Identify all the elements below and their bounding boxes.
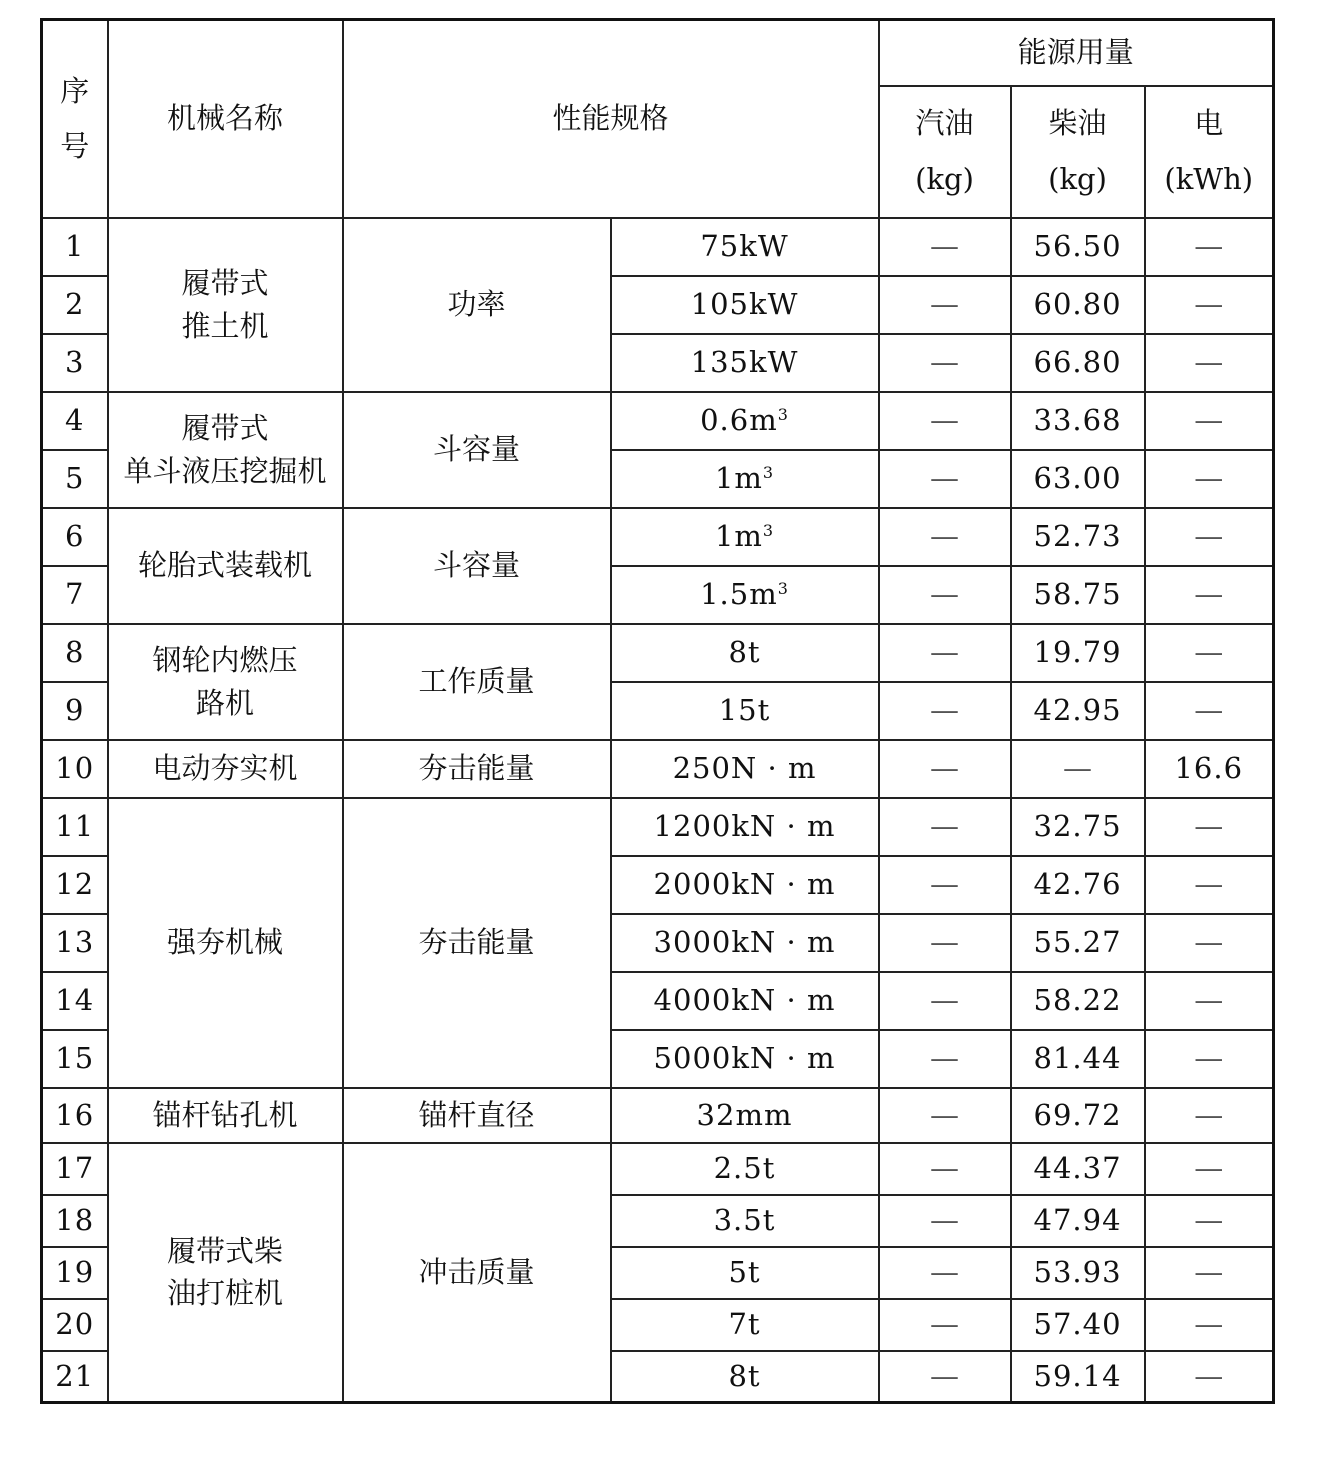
diesel-value: 57.40 <box>1011 1299 1145 1351</box>
table-row <box>42 1088 1274 1143</box>
spec-value: 75kW <box>611 218 879 276</box>
gasoline-value: — <box>879 1030 1011 1088</box>
diesel-value: 66.80 <box>1011 334 1145 392</box>
electric-value: — <box>1145 334 1274 392</box>
electric-value: — <box>1145 1195 1274 1247</box>
machine-name: 履带式柴 油打桩机 <box>108 1143 343 1403</box>
row-no: 11 <box>42 798 108 856</box>
row-no: 10 <box>42 740 108 798</box>
gasoline-value: — <box>879 682 1011 740</box>
row-no: 18 <box>42 1195 108 1247</box>
row-no: 12 <box>42 856 108 914</box>
row-no: 15 <box>42 1030 108 1088</box>
electric-value: — <box>1145 566 1274 624</box>
spec-value: $1.5m^3$ <box>611 566 879 624</box>
spec-value: 4000kN · m <box>611 972 879 1030</box>
row-no: 3 <box>42 334 108 392</box>
diesel-value: 42.95 <box>1011 682 1145 740</box>
gasoline-value: — <box>879 856 1011 914</box>
electric-value: — <box>1145 1030 1274 1088</box>
spec-value: 1200kN · m <box>611 798 879 856</box>
header-name: 机械名称 <box>108 20 343 218</box>
row-no: 7 <box>42 566 108 624</box>
table-row <box>42 740 1274 798</box>
spec-value: $1m^3$ <box>611 508 879 566</box>
gasoline-value: — <box>879 914 1011 972</box>
spec-value: 15t <box>611 682 879 740</box>
diesel-value: 55.27 <box>1011 914 1145 972</box>
gasoline-value: — <box>879 1088 1011 1143</box>
spec-value: 105kW <box>611 276 879 334</box>
spec-param: 冲击质量 <box>343 1143 611 1403</box>
header-gasoline: 汽油 (kg) <box>879 86 1011 218</box>
spec-value: 8t <box>611 1351 879 1403</box>
row-no: 1 <box>42 218 108 276</box>
row-no: 13 <box>42 914 108 972</box>
diesel-value: 52.73 <box>1011 508 1145 566</box>
machinery-energy-table <box>40 18 1275 1404</box>
row-no: 14 <box>42 972 108 1030</box>
diesel-value: 47.94 <box>1011 1195 1145 1247</box>
gasoline-value: — <box>879 334 1011 392</box>
gasoline-value: — <box>879 276 1011 334</box>
machine-name: 轮胎式装载机 <box>108 508 343 624</box>
gasoline-value: — <box>879 740 1011 798</box>
diesel-value: 19.79 <box>1011 624 1145 682</box>
row-no: 21 <box>42 1351 108 1403</box>
electric-value: — <box>1145 1351 1274 1403</box>
spec-param: 斗容量 <box>343 508 611 624</box>
gasoline-value: — <box>879 1143 1011 1195</box>
electric-value: — <box>1145 798 1274 856</box>
electric-value: — <box>1145 914 1274 972</box>
diesel-value: 81.44 <box>1011 1030 1145 1088</box>
table-row <box>42 798 1274 856</box>
header-diesel: 柴油 (kg) <box>1011 86 1145 218</box>
electric-value: — <box>1145 450 1274 508</box>
electric-value: — <box>1145 508 1274 566</box>
table-row <box>42 624 1274 682</box>
gasoline-value: — <box>879 566 1011 624</box>
diesel-value: 33.68 <box>1011 392 1145 450</box>
spec-value: 7t <box>611 1299 879 1351</box>
machine-name: 履带式 推土机 <box>108 218 343 392</box>
electric-value: — <box>1145 218 1274 276</box>
gasoline-value: — <box>879 1195 1011 1247</box>
machine-name: 履带式 单斗液压挖掘机 <box>108 392 343 508</box>
table-row <box>42 1143 1274 1195</box>
electric-value: — <box>1145 276 1274 334</box>
spec-value: 2000kN · m <box>611 856 879 914</box>
machine-name: 强夯机械 <box>108 798 343 1088</box>
diesel-value: 42.76 <box>1011 856 1145 914</box>
row-no: 5 <box>42 450 108 508</box>
diesel-value: 58.22 <box>1011 972 1145 1030</box>
row-no: 20 <box>42 1299 108 1351</box>
gasoline-value: — <box>879 798 1011 856</box>
electric-value: — <box>1145 1088 1274 1143</box>
gasoline-value: — <box>879 972 1011 1030</box>
spec-param: 功率 <box>343 218 611 392</box>
spec-value: 3.5t <box>611 1195 879 1247</box>
header-energy: 能源用量 <box>879 20 1274 86</box>
diesel-value: 69.72 <box>1011 1088 1145 1143</box>
spec-param: 斗容量 <box>343 392 611 508</box>
electric-value: — <box>1145 624 1274 682</box>
diesel-value: 58.75 <box>1011 566 1145 624</box>
spec-value: $0.6m^3$ <box>611 392 879 450</box>
row-no: 8 <box>42 624 108 682</box>
diesel-value: 32.75 <box>1011 798 1145 856</box>
row-no: 6 <box>42 508 108 566</box>
electric-value: — <box>1145 856 1274 914</box>
gasoline-value: — <box>879 450 1011 508</box>
electric-value: — <box>1145 392 1274 450</box>
row-no: 16 <box>42 1088 108 1143</box>
gasoline-value: — <box>879 508 1011 566</box>
diesel-value: 56.50 <box>1011 218 1145 276</box>
header-electric: 电 (kWh) <box>1145 86 1274 218</box>
gasoline-value: — <box>879 1299 1011 1351</box>
gasoline-value: — <box>879 218 1011 276</box>
spec-param: 工作质量 <box>343 624 611 740</box>
diesel-value: — <box>1011 740 1145 798</box>
spec-value: 3000kN · m <box>611 914 879 972</box>
spec-value: 32mm <box>611 1088 879 1143</box>
spec-param: 锚杆直径 <box>343 1088 611 1143</box>
row-no: 2 <box>42 276 108 334</box>
table-row <box>42 508 1274 566</box>
header-seq: 序 号 <box>42 20 108 218</box>
diesel-value: 53.93 <box>1011 1247 1145 1299</box>
electric-value: — <box>1145 972 1274 1030</box>
gasoline-value: — <box>879 392 1011 450</box>
row-no: 9 <box>42 682 108 740</box>
gasoline-value: — <box>879 1351 1011 1403</box>
spec-value: 5t <box>611 1247 879 1299</box>
table-row <box>42 392 1274 450</box>
spec-value: 5000kN · m <box>611 1030 879 1088</box>
machine-name: 电动夯实机 <box>108 740 343 798</box>
gasoline-value: — <box>879 624 1011 682</box>
electric-value: — <box>1145 1143 1274 1195</box>
table-row <box>42 218 1274 276</box>
spec-value: 2.5t <box>611 1143 879 1195</box>
diesel-value: 44.37 <box>1011 1143 1145 1195</box>
machine-name: 锚杆钻孔机 <box>108 1088 343 1143</box>
diesel-value: 59.14 <box>1011 1351 1145 1403</box>
header-spec: 性能规格 <box>343 20 879 218</box>
electric-value: — <box>1145 682 1274 740</box>
gasoline-value: — <box>879 1247 1011 1299</box>
diesel-value: 60.80 <box>1011 276 1145 334</box>
diesel-value: 63.00 <box>1011 450 1145 508</box>
row-no: 4 <box>42 392 108 450</box>
electric-value: — <box>1145 1299 1274 1351</box>
spec-param: 夯击能量 <box>343 740 611 798</box>
row-no: 17 <box>42 1143 108 1195</box>
spec-value: 135kW <box>611 334 879 392</box>
spec-value: 8t <box>611 624 879 682</box>
spec-param: 夯击能量 <box>343 798 611 1088</box>
header-row-1 <box>42 20 1274 86</box>
electric-value: — <box>1145 1247 1274 1299</box>
row-no: 19 <box>42 1247 108 1299</box>
machine-name: 钢轮内燃压 路机 <box>108 624 343 740</box>
spec-value: $1m^3$ <box>611 450 879 508</box>
spec-value: 250N · m <box>611 740 879 798</box>
electric-value: 16.6 <box>1145 740 1274 798</box>
